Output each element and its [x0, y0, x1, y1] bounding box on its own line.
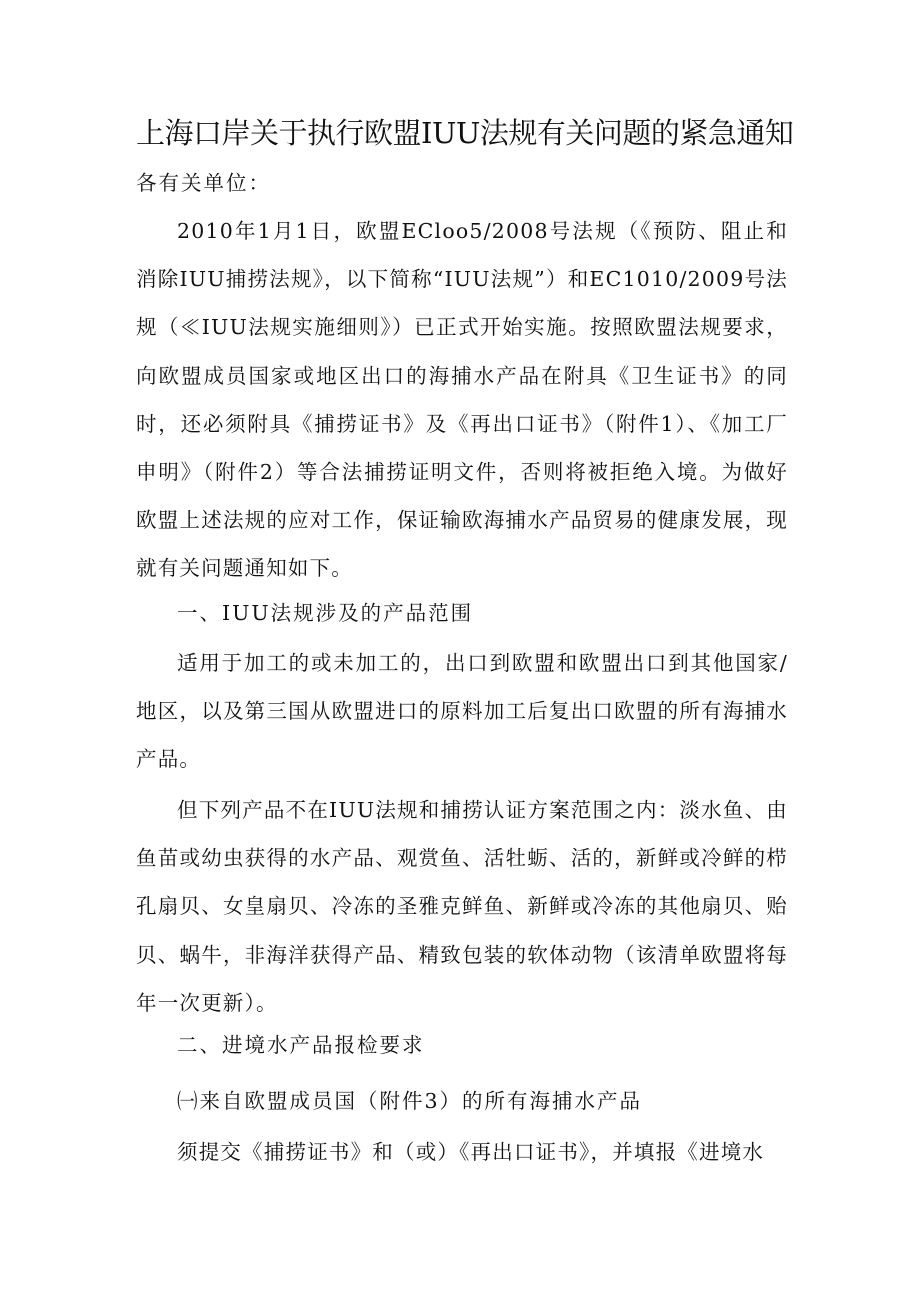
section-1-heading: 一、IUU法规涉及的产品范围	[177, 601, 474, 625]
document-title: 上海口岸关于执行欧盟IUU法规有关问题的紧急通知	[136, 116, 794, 150]
section-1-paragraph-2: 但下列产品不在IUU法规和捕捞认证方案范围之内：淡水鱼、由鱼苗或幼虫获得的水产品、观赏鱼、活牡蛎、活的，新鲜或冷鲜的栉孔扇贝、女皇扇贝、冷冻的圣雅克鲜鱼、新鲜或冷冻的其他扇贝、贻贝、蜗牛，非海洋获得产品、精致包装的软体动物（该清单欧盟将每年一次更新）。	[136, 798, 788, 1015]
section-2-paragraph-1: 须提交《捕捞证书》和（或）《再出口证书》，并填报《进境水	[177, 1140, 765, 1164]
intro-paragraph: 2010年1月1日，欧盟ECloo5/2008号法规（《预防、阻止和消除IUU捕捞法规》，以下简称“IUU法规”）和EC1010/2009号法规（≪IUU法规实施细则》）已正式开始实施。按照欧盟法规要求，向欧盟成员国家或地区出口的海捕水产品在附具《卫生证书》的同时，还必须附具《捕捞证书》及《再出口证书》（附件1）、《加工厂申明》（附件2）等合法捕捞证明文件，否则将被拒绝入境。为做好欧盟上述法规的应对工作，保证输欧海捕水产品贸易的健康发展，现就有关问题通知如下。	[136, 219, 788, 581]
section-1-paragraph-1: 适用于加工的或未加工的，出口到欧盟和欧盟出口到其他国家/地区，以及第三国从欧盟进口的原料加工后复出口欧盟的所有海捕水产品。	[136, 651, 788, 772]
section-2-subheading-1: ㈠来自欧盟成员国（附件3）的所有海捕水产品	[177, 1089, 643, 1113]
salutation: 各有关单位：	[136, 171, 271, 195]
section-2-heading: 二、进境水产品报检要求	[177, 1033, 425, 1057]
